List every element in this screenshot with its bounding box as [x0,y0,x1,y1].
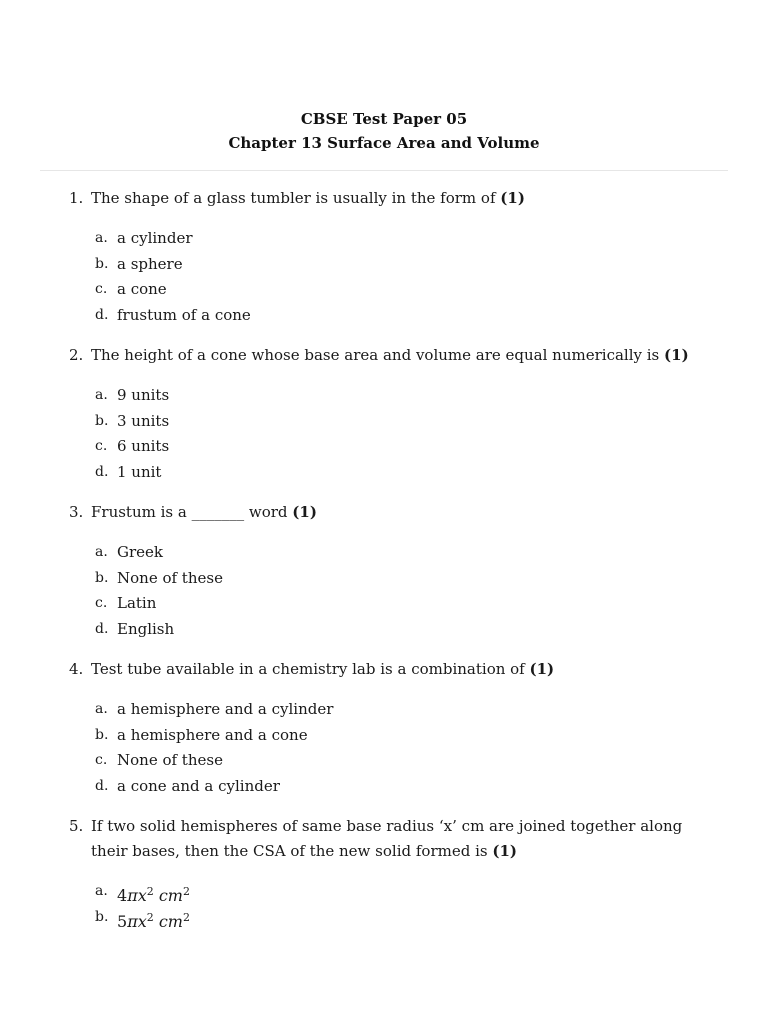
option-text: a cone [117,280,167,299]
question-marks: (1) [664,346,689,364]
option-text: 3 units [117,411,170,430]
question-number: 2. [69,346,84,364]
option-list [0,540,768,643]
question-3 [0,500,768,643]
option-letter: a. [95,387,108,403]
option-c [0,748,768,774]
question-stem [0,657,768,682]
option-letter: c. [95,595,108,612]
option-d [0,303,768,329]
question-text: If two solid hemispheres of same base radius ‘x’ cm are joined together along their bases, then the CSA of the new solid formed is [91,817,683,860]
option-text: 6 units [117,437,170,456]
option-text: None of these [117,568,223,587]
option-list [0,879,768,930]
option-text: Latin [117,594,157,613]
option-letter: c. [95,438,108,455]
option-letter: d. [95,307,109,324]
option-b [0,566,768,592]
option-math-expression: $4\pi x^2$ $cm^2$ [117,885,190,905]
paper-title: CBSE Test Paper 05 [300,110,468,128]
option-math-expression: $5\pi x^2$ $cm^2$ [117,910,190,931]
option-letter: b. [95,726,109,743]
question-number: 1. [69,189,84,207]
option-letter: b. [95,569,109,586]
option-letter: d. [95,778,109,795]
option-a [0,383,768,409]
option-letter: b. [95,908,109,925]
question-text: Test tube available in a chemistry lab is a combination of [91,660,525,678]
option-b [0,409,768,435]
question-4 [0,657,768,800]
option-text: 9 units [117,386,170,404]
question-number: 4. [69,660,84,678]
paper-header [0,107,768,155]
question-text: The shape of a glass tumbler is usually in the form of [91,189,496,207]
option-a [0,879,768,905]
option-letter: b. [95,255,109,272]
option-c [0,591,768,617]
option-d [0,617,768,643]
question-1 [0,186,768,329]
math-coefficient: 4 [117,886,128,905]
question-text: Frustum is a _______ word [91,503,288,521]
option-letter: a. [95,883,108,899]
question-number: 5. [69,817,84,835]
chapter-title: Chapter 13 Surface Area and Volume [228,134,540,152]
option-list [0,697,768,800]
question-marks: (1) [492,842,517,860]
question-number: 3. [69,503,84,521]
question-marks: (1) [292,503,317,521]
option-text: frustum of a cone [117,306,251,325]
header-divider [40,170,728,171]
option-letter: b. [95,412,109,429]
option-d [0,774,768,800]
option-text: English [117,620,175,639]
option-c [0,434,768,460]
option-letter: d. [95,464,109,481]
option-letter: a. [95,230,108,246]
option-text: Greek [117,543,163,561]
option-text: a cylinder [117,229,193,247]
question-stem [0,500,768,525]
option-letter: a. [95,701,108,717]
option-letter: c. [95,752,108,769]
option-c [0,277,768,303]
question-stem [0,814,768,864]
option-text: a hemisphere and a cylinder [117,700,334,718]
option-text: 1 unit [117,463,162,482]
question-2 [0,343,768,486]
option-text: None of these [117,751,223,770]
option-a [0,697,768,723]
option-d [0,460,768,486]
option-letter: c. [95,281,108,298]
option-b [0,252,768,278]
option-b [0,905,768,931]
question-marks: (1) [500,189,525,207]
option-text: a cone and a cylinder [117,777,280,796]
option-text: a hemisphere and a cone [117,725,308,744]
option-list [0,226,768,329]
question-5 [0,814,768,930]
option-letter: a. [95,544,108,560]
question-text: The height of a cone whose base area and volume are equal numerically is [91,346,660,364]
question-stem [0,186,768,211]
option-a [0,226,768,252]
question-stem [0,343,768,368]
math-coefficient: 5 [117,911,128,931]
option-text: a sphere [117,254,183,273]
option-list [0,383,768,486]
question-marks: (1) [529,660,555,678]
option-a [0,540,768,566]
option-letter: d. [95,621,109,638]
option-b [0,723,768,749]
